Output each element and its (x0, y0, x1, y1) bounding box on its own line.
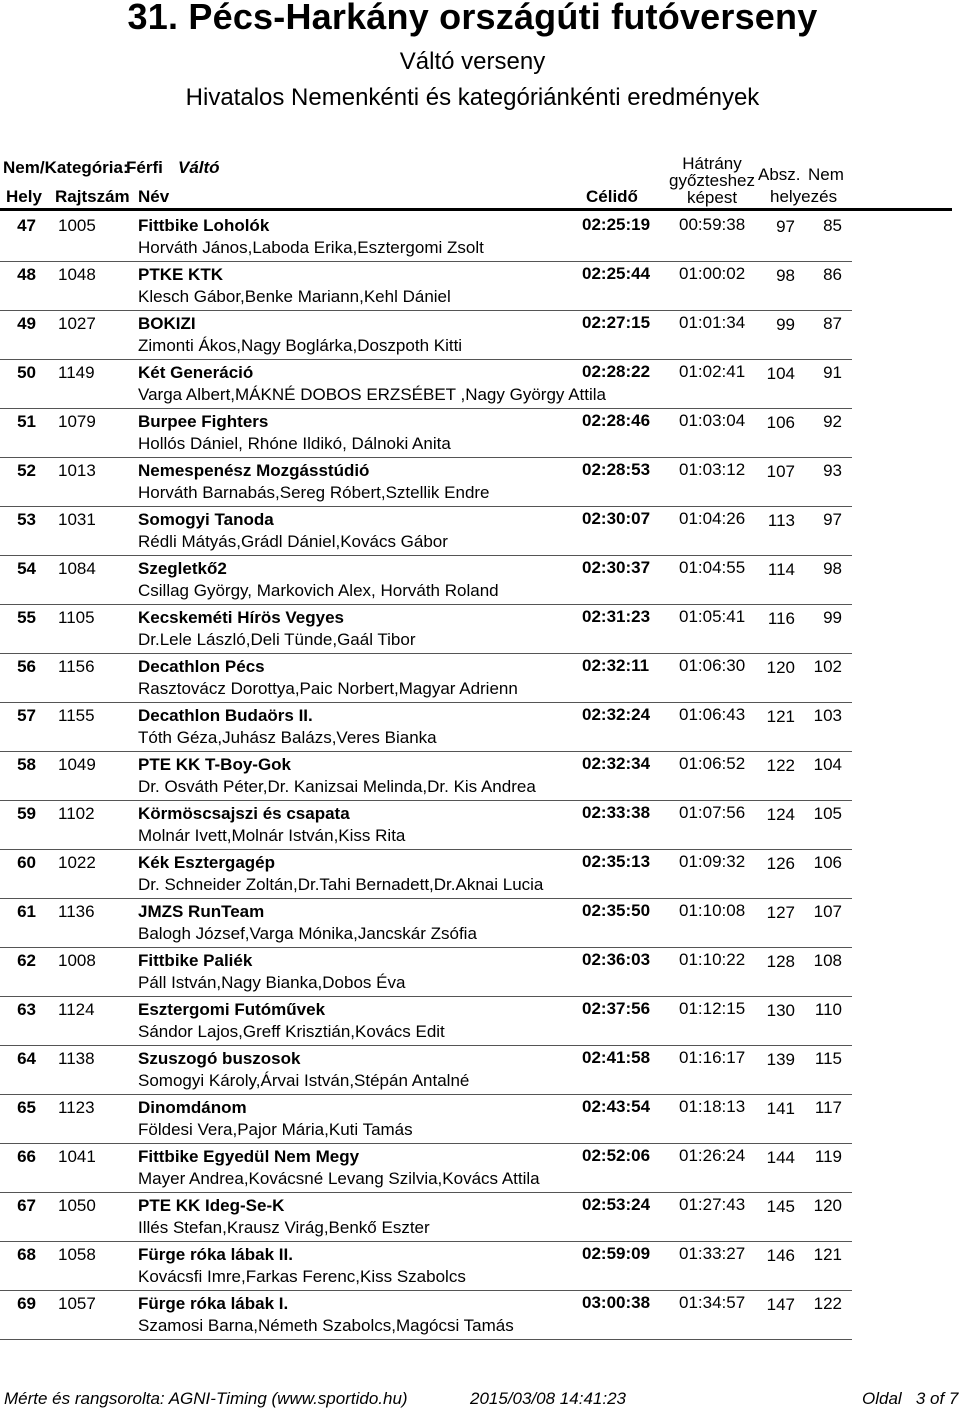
row-team-members: Páll István,Nagy Bianka,Dobos Éva (138, 973, 406, 992)
row-finish-time: 02:30:37 (582, 558, 651, 577)
row-category-place: 119 (814, 1147, 842, 1166)
row-place: 68 (17, 1245, 36, 1264)
row-absolute-place: 104 (766, 364, 795, 383)
row-team-name: Fürge róka lábak I. (138, 1294, 289, 1313)
row-team-members: Mayer Andrea,Kovácsné Levang Szilvia,Kovács Attila (138, 1169, 540, 1188)
row-finish-time: 03:00:38 (582, 1293, 651, 1312)
table-row (0, 850, 960, 899)
row-team-name: Fürge róka lábak II. (138, 1245, 293, 1264)
row-bib: 1050 (58, 1196, 96, 1215)
row-place: 69 (17, 1294, 36, 1313)
row-absolute-place: 116 (767, 609, 795, 628)
row-absolute-place: 145 (766, 1197, 795, 1216)
row-team-name: Decathlon Budaörs II. (138, 706, 313, 725)
row-place: 54 (17, 559, 36, 578)
row-absolute-place: 139 (766, 1050, 795, 1069)
row-category-place: 117 (814, 1098, 842, 1117)
row-finish-time: 02:52:06 (582, 1146, 651, 1165)
table-row (0, 703, 960, 752)
row-gap-to-winner: 01:16:17 (679, 1048, 746, 1067)
row-place: 60 (17, 853, 36, 872)
row-team-name: Szegletkő2 (138, 559, 227, 578)
row-finish-time: 02:28:22 (582, 362, 651, 381)
row-absolute-place: 126 (766, 854, 795, 873)
category-gender: Férfi (126, 158, 163, 177)
row-absolute-place: 146 (766, 1246, 795, 1265)
row-team-name: Szuszogó buszosok (138, 1049, 301, 1068)
row-absolute-place: 122 (766, 756, 795, 775)
row-team-name: Dinomdánom (138, 1098, 247, 1117)
row-gap-to-winner: 01:00:02 (679, 264, 746, 283)
row-team-name: Kecskeméti Hírös Vegyes (138, 608, 345, 627)
col-header-place: Hely (6, 187, 42, 206)
row-gap-to-winner: 01:10:22 (679, 950, 746, 969)
row-absolute-place: 107 (766, 462, 795, 481)
row-place: 55 (17, 608, 36, 627)
col-header-cat-line1: Nem (808, 165, 844, 184)
row-team-name: Esztergomi Futóművek (138, 1000, 326, 1019)
row-team-members: Dr. Osváth Péter,Dr. Kanizsai Melinda,Dr. Kis Andrea (138, 777, 536, 796)
row-team-name: Fittbike Egyedül Nem Megy (138, 1147, 360, 1166)
col-header-finish: Célidő (586, 187, 638, 206)
table-row (0, 948, 960, 997)
row-team-members: Zimonti Ákos,Nagy Boglárka,Doszpoth Kitti (138, 336, 463, 355)
row-gap-to-winner: 01:06:52 (679, 754, 746, 773)
row-team-name: PTE KK T-Boy-Gok (138, 755, 292, 774)
row-category-place: 120 (813, 1196, 842, 1215)
row-team-members: Horváth Barnabás,Sereg Róbert,Sztellik Endre (138, 483, 490, 502)
row-bib: 1031 (58, 510, 96, 529)
row-category-place: 104 (813, 755, 842, 774)
table-row (0, 1095, 960, 1144)
row-category-place: 85 (823, 216, 842, 235)
header-divider (0, 208, 952, 211)
row-team-name: Kék Esztergagép (138, 853, 275, 872)
row-place: 50 (17, 363, 36, 382)
row-bib: 1008 (58, 951, 96, 970)
row-bib: 1156 (58, 657, 95, 676)
row-place: 53 (17, 510, 36, 529)
row-gap-to-winner: 01:07:56 (679, 803, 746, 822)
row-team-name: PTKE KTK (138, 265, 223, 284)
row-divider (0, 1339, 852, 1340)
row-team-name: Fittbike Loholók (138, 216, 270, 235)
row-team-name: BOKIZI (138, 314, 196, 333)
row-bib: 1057 (58, 1294, 96, 1313)
row-category-place: 122 (813, 1294, 842, 1313)
row-finish-time: 02:35:50 (582, 901, 651, 920)
col-header-abs: Absz. (758, 165, 801, 184)
row-absolute-place: 120 (766, 658, 795, 677)
row-absolute-place: 144 (766, 1148, 795, 1167)
row-absolute-place: 98 (776, 266, 795, 285)
row-absolute-place: 106 (766, 413, 795, 432)
row-team-name: Decathlon Pécs (138, 657, 265, 676)
row-team-members: Sándor Lajos,Greff Krisztián,Kovács Edit (138, 1022, 445, 1041)
row-bib: 1105 (58, 608, 95, 627)
category-type: Váltó (178, 158, 220, 177)
row-bib: 1013 (58, 461, 96, 480)
row-gap-to-winner: 01:18:13 (679, 1097, 746, 1116)
row-absolute-place: 99 (776, 315, 795, 334)
row-gap-to-winner: 01:27:43 (679, 1195, 746, 1214)
row-bib: 1027 (58, 314, 96, 333)
row-bib: 1049 (58, 755, 96, 774)
row-team-members: Somogyi Károly,Árvai István,Stépán Antalné (138, 1071, 470, 1090)
col-header-bib: Rajtszám (55, 187, 130, 206)
category-label: Nem/Kategória: (3, 158, 129, 177)
row-finish-time: 02:27:15 (582, 313, 651, 332)
row-gap-to-winner: 01:03:04 (679, 411, 746, 430)
row-gap-to-winner: 01:04:26 (679, 509, 746, 528)
row-team-members: Rédli Mátyás,Grádl Dániel,Kovács Gábor (138, 532, 448, 551)
table-row (0, 360, 960, 409)
table-row (0, 1193, 960, 1242)
row-category-place: 86 (823, 265, 842, 284)
table-row (0, 1242, 960, 1291)
row-gap-to-winner: 01:06:30 (679, 656, 746, 675)
row-bib: 1138 (58, 1049, 95, 1068)
row-finish-time: 02:31:23 (582, 607, 651, 626)
row-absolute-place: 114 (767, 560, 795, 579)
row-bib: 1048 (58, 265, 96, 284)
row-bib: 1022 (58, 853, 96, 872)
row-place: 52 (17, 461, 36, 480)
row-gap-to-winner: 01:02:41 (679, 362, 746, 381)
row-place: 64 (17, 1049, 36, 1068)
row-team-members: Dr.Lele László,Deli Tünde,Gaál Tibor (138, 630, 416, 649)
row-category-place: 121 (813, 1245, 842, 1264)
row-finish-time: 02:28:46 (582, 411, 651, 430)
table-row (0, 507, 960, 556)
table-row (0, 1291, 960, 1340)
row-team-name: Körmöscsajszi és csapata (138, 804, 350, 823)
row-place: 59 (17, 804, 36, 823)
col-header-cat-line2: helyezés (770, 187, 838, 206)
row-category-place: 97 (823, 510, 842, 529)
table-row (0, 556, 960, 605)
row-category-place: 98 (823, 559, 842, 578)
row-bib: 1084 (58, 559, 96, 578)
row-finish-time: 02:25:44 (582, 264, 651, 283)
row-team-members: Földesi Vera,Pajor Mária,Kuti Tamás (138, 1120, 413, 1139)
row-finish-time: 02:36:03 (582, 950, 651, 969)
row-team-name: Nemespenész Mozgásstúdió (138, 461, 370, 480)
row-team-name: Burpee Fighters (138, 412, 269, 431)
row-absolute-place: 127 (766, 903, 795, 922)
row-place: 58 (17, 755, 36, 774)
footer-credit: Mérte és rangsorolta: AGNI-Timing (www.sportido.hu) (4, 1389, 408, 1408)
row-finish-time: 02:41:58 (582, 1048, 651, 1067)
col-header-gap-line3: képest (686, 188, 738, 207)
row-finish-time: 02:30:07 (582, 509, 651, 528)
table-row (0, 458, 960, 507)
footer-page: Oldal 3 of 7 (862, 1389, 959, 1408)
row-absolute-place: 147 (766, 1295, 795, 1314)
page-subtitle: Váltó verseny (399, 48, 546, 75)
table-row (0, 605, 960, 654)
row-finish-time: 02:28:53 (582, 460, 651, 479)
row-team-name: PTE KK Ideg-Se-K (138, 1196, 285, 1215)
row-bib: 1079 (58, 412, 96, 431)
row-absolute-place: 113 (767, 511, 795, 530)
row-bib: 1149 (58, 363, 95, 382)
row-team-members: Hollós Dániel, Rhóne Ildikó, Dálnoki Anita (138, 434, 451, 453)
row-category-place: 103 (813, 706, 842, 725)
row-team-members: Molnár Ivett,Molnár István,Kiss Rita (138, 826, 406, 845)
row-team-members: Csillag György, Markovich Alex, Horváth Roland (138, 581, 499, 600)
row-place: 62 (17, 951, 36, 970)
table-row (0, 262, 960, 311)
row-absolute-place: 130 (766, 1001, 795, 1020)
col-header-gap-line1: Hátrány (682, 154, 742, 173)
row-team-members: Tóth Géza,Juhász Balázs,Veres Bianka (138, 728, 437, 747)
row-finish-time: 02:35:13 (582, 852, 651, 871)
row-finish-time: 02:32:34 (582, 754, 651, 773)
row-gap-to-winner: 01:03:12 (679, 460, 746, 479)
row-category-place: 107 (813, 902, 842, 921)
row-absolute-place: 124 (766, 805, 795, 824)
row-finish-time: 02:25:19 (582, 215, 651, 234)
row-team-members: Rasztovácz Dorottya,Paic Norbert,Magyar Adrienn (138, 679, 518, 698)
col-header-name: Név (138, 187, 170, 206)
row-category-place: 99 (823, 608, 842, 627)
row-bib: 1058 (58, 1245, 96, 1264)
page-subtitle-2: Hivatalos Nemenkénti és kategóriánkénti eredmények (185, 84, 760, 111)
row-category-place: 92 (823, 412, 842, 431)
row-finish-time: 02:33:38 (582, 803, 651, 822)
row-gap-to-winner: 01:26:24 (679, 1146, 746, 1165)
table-row (0, 654, 960, 703)
row-gap-to-winner: 01:34:57 (679, 1293, 746, 1312)
row-gap-to-winner: 00:59:38 (679, 215, 746, 234)
row-absolute-place: 128 (766, 952, 795, 971)
row-absolute-place: 121 (766, 707, 795, 726)
row-finish-time: 02:37:56 (582, 999, 651, 1018)
row-category-place: 106 (813, 853, 842, 872)
row-category-place: 91 (823, 363, 842, 382)
row-category-place: 108 (813, 951, 842, 970)
row-finish-time: 02:32:11 (582, 656, 650, 675)
row-bib: 1124 (58, 1000, 95, 1019)
row-finish-time: 02:32:24 (582, 705, 651, 724)
row-gap-to-winner: 01:10:08 (679, 901, 746, 920)
row-place: 48 (17, 265, 36, 284)
row-team-name: Somogyi Tanoda (138, 510, 274, 529)
row-place: 61 (17, 902, 36, 921)
row-bib: 1102 (58, 804, 95, 823)
row-bib: 1155 (58, 706, 95, 725)
row-place: 63 (17, 1000, 36, 1019)
row-place: 67 (17, 1196, 36, 1215)
row-category-place: 115 (814, 1049, 842, 1068)
table-row (0, 899, 960, 948)
row-team-members: Varga Albert,MÁKNÉ DOBOS ERZSÉBET ,Nagy György Attila (138, 385, 606, 404)
row-bib: 1123 (58, 1098, 95, 1117)
row-place: 56 (17, 657, 36, 676)
row-team-name: Fittbike Paliék (138, 951, 253, 970)
row-team-members: Dr. Schneider Zoltán,Dr.Tahi Bernadett,Dr.Aknai Lucia (138, 875, 544, 894)
row-team-members: Kovácsfi Imre,Farkas Ferenc,Kiss Szabolcs (138, 1267, 466, 1286)
row-place: 66 (17, 1147, 36, 1166)
table-row (0, 752, 960, 801)
row-gap-to-winner: 01:05:41 (679, 607, 746, 626)
col-header-gap (664, 155, 760, 206)
row-absolute-place: 97 (776, 217, 795, 236)
row-place: 65 (17, 1098, 36, 1117)
row-finish-time: 02:53:24 (582, 1195, 651, 1214)
table-row (0, 213, 960, 262)
row-gap-to-winner: 01:09:32 (679, 852, 746, 871)
row-category-place: 87 (823, 314, 842, 333)
table-row (0, 409, 960, 458)
col-header-gap-line2: győzteshez (669, 171, 755, 190)
row-place: 57 (17, 706, 36, 725)
table-row (0, 311, 960, 360)
row-category-place: 110 (814, 1000, 842, 1019)
row-team-name: JMZS RunTeam (138, 902, 265, 921)
row-category-place: 102 (813, 657, 842, 676)
footer-timestamp: 2015/03/08 14:41:23 (470, 1389, 626, 1408)
row-gap-to-winner: 01:06:43 (679, 705, 746, 724)
row-place: 49 (17, 314, 36, 333)
row-bib: 1005 (58, 216, 96, 235)
row-place: 47 (17, 216, 36, 235)
table-row (0, 997, 960, 1046)
row-bib: 1041 (58, 1147, 96, 1166)
row-team-members: Klesch Gábor,Benke Mariann,Kehl Dániel (138, 287, 451, 306)
table-row (0, 1144, 960, 1193)
row-finish-time: 02:59:09 (582, 1244, 651, 1263)
row-bib: 1136 (58, 902, 95, 921)
row-team-members: Horváth János,Laboda Erika,Esztergomi Zsolt (138, 238, 484, 257)
row-team-members: Balogh József,Varga Mónika,Jancskár Zsófia (138, 924, 477, 943)
row-team-members: Szamosi Barna,Németh Szabolcs,Magócsi Tamás (138, 1316, 514, 1335)
row-category-place: 93 (823, 461, 842, 480)
row-gap-to-winner: 01:01:34 (679, 313, 746, 332)
row-absolute-place: 141 (766, 1099, 795, 1118)
page-title: 31. Pécs-Harkány országúti futóverseny (127, 0, 818, 37)
table-row (0, 1046, 960, 1095)
row-team-name: Két Generáció (138, 363, 254, 382)
row-gap-to-winner: 01:33:27 (679, 1244, 746, 1263)
row-finish-time: 02:43:54 (582, 1097, 651, 1116)
row-category-place: 105 (813, 804, 842, 823)
row-place: 51 (17, 412, 36, 431)
row-team-members: Illés Stefan,Krausz Virág,Benkő Eszter (138, 1218, 430, 1237)
table-row (0, 801, 960, 850)
row-gap-to-winner: 01:04:55 (679, 558, 746, 577)
row-gap-to-winner: 01:12:15 (679, 999, 746, 1018)
